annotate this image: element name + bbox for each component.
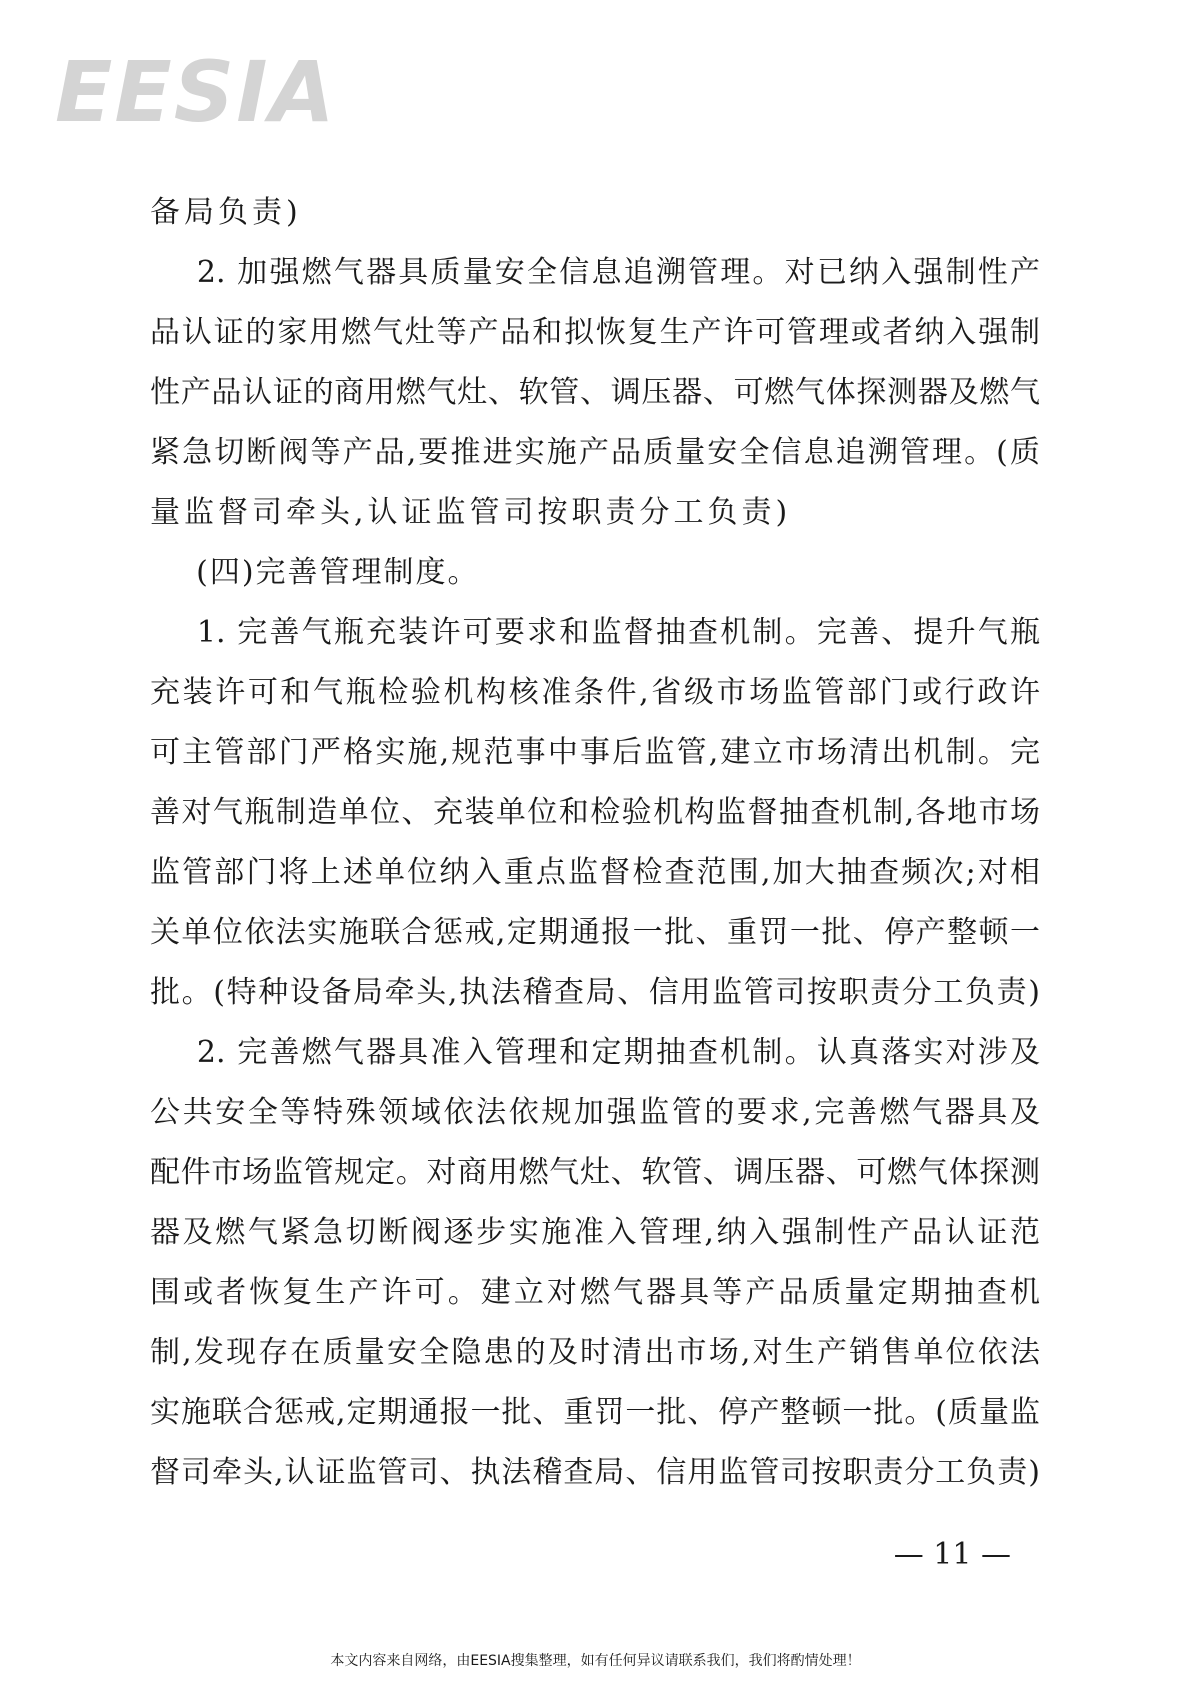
text-line: 性产品认证的商用燃气灶、软管、调压器、可燃气体探测器及燃气 [150,375,1040,410]
text-line: 品认证的家用燃气灶等产品和拟恢复生产许可管理或者纳入强制 [150,315,1040,350]
text-line: 备局负责) [150,195,302,230]
text-line: 1. 完善气瓶充装许可要求和监督抽查机制。完善、提升气瓶 [150,615,1040,650]
text-line: 实施联合惩戒,定期通报一批、重罚一批、停产整顿一批。(质量监 [150,1395,1040,1430]
text-line: 量监督司牵头,认证监管司按职责分工负责) [150,495,792,530]
section-heading: (四)完善管理制度。 [150,555,480,590]
text-line: 善对气瓶制造单位、充装单位和检验机构监督抽查机制,各地市场 [150,795,1040,830]
eesia-logo: EESIA [55,43,337,141]
text-line: 紧急切断阀等产品,要推进实施产品质量安全信息追溯管理。(质 [150,435,1040,470]
text-line: 器及燃气紧急切断阀逐步实施准入管理,纳入强制性产品认证范 [150,1215,1040,1250]
text-line: 公共安全等特殊领域依法依规加强监管的要求,完善燃气器具及 [150,1095,1040,1130]
document-body [150,183,1040,1503]
text-line: 配件市场监管规定。对商用燃气灶、软管、调压器、可燃气体探测 [150,1155,1040,1190]
text-line: 批。(特种设备局牵头,执法稽查局、信用监管司按职责分工负责) [150,975,1040,1010]
text-line: 监管部门将上述单位纳入重点监督检查范围,加大抽查频次;对相 [150,855,1040,890]
text-line: 制,发现存在质量安全隐患的及时清出市场,对生产销售单位依法 [150,1335,1040,1370]
text-line: 围或者恢复生产许可。建立对燃气器具等产品质量定期抽查机 [150,1275,1040,1310]
page-number: — 11 — [893,1537,1011,1572]
text-line: 督司牵头,认证监管司、执法稽查局、信用监管司按职责分工负责) [150,1455,1040,1490]
text-line: 充装许可和气瓶检验机构核准条件,省级市场监管部门或行政许 [150,675,1040,710]
text-line: 2. 完善燃气器具准入管理和定期抽查机制。认真落实对涉及 [150,1035,1040,1070]
text-line: 2. 加强燃气器具质量安全信息追溯管理。对已纳入强制性产 [150,255,1040,290]
text-line: 关单位依法实施联合惩戒,定期通报一批、重罚一批、停产整顿一 [150,915,1040,950]
text-line: 可主管部门严格实施,规范事中事后监管,建立市场清出机制。完 [150,735,1040,770]
footer-disclaimer: 本文内容来自网络，由EESIA搜集整理，如有任何异议请联系我们，我们将酌情处理！ [330,1653,861,1669]
